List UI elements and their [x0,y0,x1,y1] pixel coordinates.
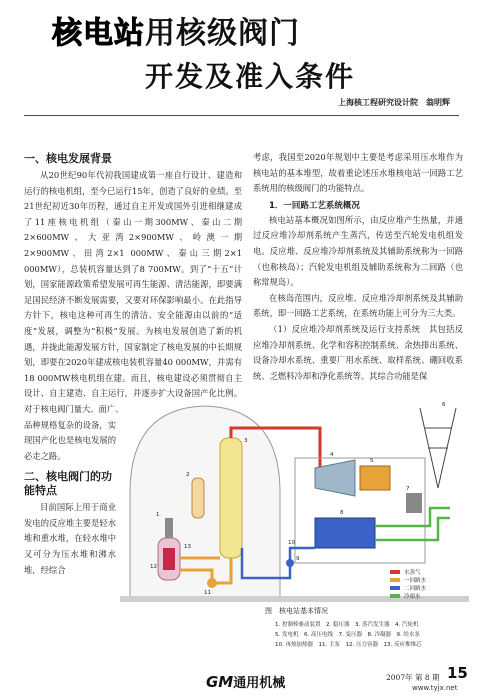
legend-label: 一回路水 [404,578,427,584]
page-number: 15 [447,664,468,682]
legend-swatch-secondary [390,586,400,590]
component-number: 11 [204,590,211,596]
section-heading-background: 一、核电发展背景 [24,152,112,165]
section1-paragraph: 从20世纪90年代初我国建成第一座自行设计、建造和运行的核电机组，至今已运行15年，创造了良好的业绩。至21世纪初近30年历程，通过自主开发或国外引进相继建成了11座核电机组（秦山一期300MW、秦山二期2×600MW、大亚湾2×900MW、岭澳一期2×900MW、田湾2×1 000MW、秦山三期2×1 000MW），总装机容量达到了8 700MW。到了“十五”计划，国家能源政策希望发展可再生能源、清洁能源，即要满足国民经济不断发展需要，又要对环保影响最小。在此指导方针下，核电这种可再生的清洁、安全能源由以前的“适度”发展，调整为“积极”发展。为核电发展创造了新的机遇，并拢此能源发展方针，国家制定了核电发展的中长期规划，即要在2020年建成核电装机容量40 000MW，并需有18 000MW核电机组在建。而且，核电建设必须贯彻自主设计、自主建造、自主运行，并逐步扩大设备国产化比例。对于核电阀门量大、面广、 [24,170,242,414]
component-key-row: 1. 控制棒驱动装置 2. 稳压器 3. 蒸汽发生器 4. 汽轮机 [275,622,419,628]
reactor-core [163,548,175,570]
subsection-paragraph: （1）反应堆冷却剂系统及运行支持系统 其包括反应堆冷却剂系统、化学和容积控制系统、余热排出系统、设备冷却水系统、重要厂用水系统、取样系统、硼回收系统、乏燃料冷却和净化系统等。其综合功能是保 [253,323,463,381]
logo-gm: GM [206,673,234,691]
cooling-water-return [375,518,450,540]
title-rest: 用核级阀门 [145,16,300,51]
feedwater-pump [286,559,294,567]
component-number: 12 [150,564,157,570]
section1-paragraph-continued: 品种规格复杂的设备，实现国产化也是核电发展的必走之路。 [24,419,116,461]
component-number: 9 [296,556,300,562]
legend-label: 二回路水 [404,586,427,592]
title-emphasis: 核电站 [52,16,145,51]
component-number: 3 [244,438,248,444]
logo-text: 通用机械 [233,676,286,691]
legend [390,568,427,600]
control-rod-drive [165,518,173,538]
nuclear-plant-diagram [120,398,469,658]
article-title-line2: 开发及准入条件 [145,60,356,93]
legend-swatch-cooling [390,594,400,598]
component-key-row: 10. 再热加热器 11. 主泵 12. 压力容器 13. 反应堆堆芯 [275,642,422,648]
legend-swatch-steam [390,570,400,574]
figure-caption: 图 核电站基本情况 [265,607,328,615]
component-number: 2 [186,472,190,478]
author-affiliation: 上海核工程研究设计院 翁明辉 [338,98,450,107]
steam-generator [220,438,242,558]
component-number: 10 [288,540,295,546]
main-pump [207,578,217,588]
legend-swatch-primary [390,578,400,582]
section-heading-valve-features: 二、核电阀门的功能特点 [24,470,112,498]
component-key-row: 5. 发电机 6. 高压电线 7. 变压器 8. 冷凝器 9. 给水泵 [275,632,420,638]
component-number: 7 [406,486,410,492]
component-number: 5 [370,458,374,464]
subsection-paragraph: 核电站基本概况如图所示，由反应堆产生热量，并通过反应堆冷却剂系统产生蒸汽，传送至汽轮发电机组发电。反应堆、反应堆冷却剂系统及其辅助系统称为一回路（也称核岛）；汽轮发电机组及辅助系统称为二回路（也称常规岛）。 [253,214,463,288]
component-number: 1 [156,512,160,518]
issue-number: 2007年 第 8 期 [386,673,440,682]
right-intro-paragraph: 考虑，我国至2020年规划中主要是考虑采用压水堆作为核电站的基本堆型，故着重论述压水堆核电站一回路工艺系统用的核级阀门的功能特点。 [253,152,463,194]
right-column [253,150,463,384]
narrow-text-block [24,418,116,579]
condenser [315,518,375,548]
pressurizer [192,478,204,518]
component-number: 8 [340,510,344,516]
magazine-logo [206,672,285,691]
website-url: www.tyjx.net [412,684,458,692]
component-number: 6 [442,402,446,408]
transformer [406,493,422,513]
component-number: 4 [330,452,334,458]
legend-label: 水蒸气 [404,570,421,576]
component-number: 13 [184,544,191,550]
article-title-line1 [52,8,300,52]
section2-paragraph: 目前国际上用于商业发电的反应堆主要是轻水堆和重水堆，在轻水堆中又可分为压水堆和沸水堆，经综合 [24,502,116,575]
header-divider [24,115,459,116]
subsection-paragraph: 在核岛范围内，反应堆、反应堆冷却剂系统及其辅助系统，即一回路工艺系统，在系统功能上可分为三大类。 [253,292,463,319]
subsection-heading-primary-loop: 1．一回路工艺系统概况 [269,200,360,211]
legend-label: 冷却水 [404,594,421,600]
generator [360,466,390,490]
